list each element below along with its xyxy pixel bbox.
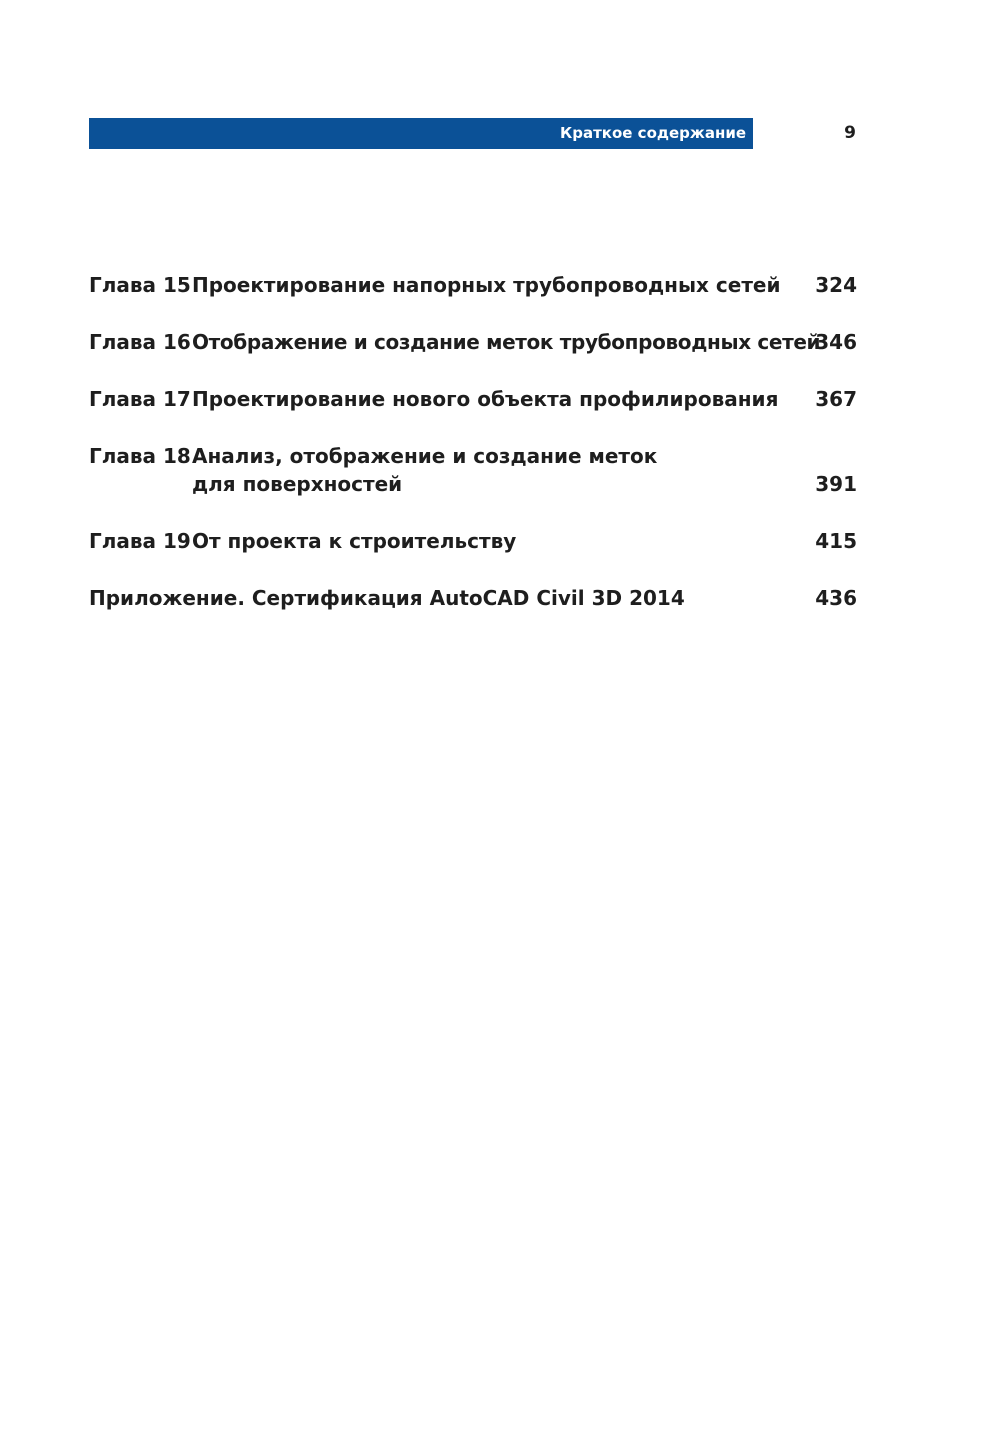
toc-entry-chapter-16[interactable]: [89, 328, 857, 356]
running-header-title: Краткое содержание: [559, 124, 746, 142]
toc-chapter-label: Глава 15: [89, 273, 191, 297]
toc-title-line: для поверхностей: [192, 472, 403, 496]
toc-entry-chapter-18[interactable]: [89, 442, 857, 498]
toc-chapter-title: [192, 328, 821, 356]
toc-chapter-title: [192, 527, 792, 555]
toc-chapter-label: Глава 19: [89, 529, 191, 553]
toc-entry-chapter-17[interactable]: [89, 385, 857, 413]
toc-page-number: 324: [815, 273, 857, 297]
toc-chapter-title: [192, 271, 792, 299]
toc-chapter-label: Глава 18: [89, 444, 191, 468]
toc-entry-appendix[interactable]: [89, 584, 857, 612]
toc-chapter-label: Глава 16: [89, 330, 191, 354]
page-number: 9: [844, 123, 856, 143]
toc-title-line: Отображение и создание меток трубопроводных сетей: [192, 330, 821, 354]
toc-title-line: От проекта к строительству: [192, 529, 517, 553]
toc-page-number: 367: [815, 387, 857, 411]
toc-page-number: 391: [815, 472, 857, 496]
toc-chapter-title: [192, 385, 792, 413]
toc-entry-chapter-19[interactable]: [89, 527, 857, 555]
toc-entry-chapter-15[interactable]: [89, 271, 857, 299]
toc-chapter-title: [192, 442, 792, 498]
toc-appendix-title: Приложение. Сертификация AutoCAD Civil 3D 2014: [89, 586, 685, 610]
toc-title-line: Проектирование напорных трубопроводных сетей: [192, 273, 781, 297]
toc-title-line: Проектирование нового объекта профилирования: [192, 387, 779, 411]
toc-page-number: 346: [815, 330, 857, 354]
toc-title-line: Анализ, отображение и создание меток: [192, 444, 658, 468]
toc-page-number: 415: [815, 529, 857, 553]
running-header-bar: [89, 118, 753, 149]
toc-page-number: 436: [815, 586, 857, 610]
toc-chapter-label: Глава 17: [89, 387, 191, 411]
